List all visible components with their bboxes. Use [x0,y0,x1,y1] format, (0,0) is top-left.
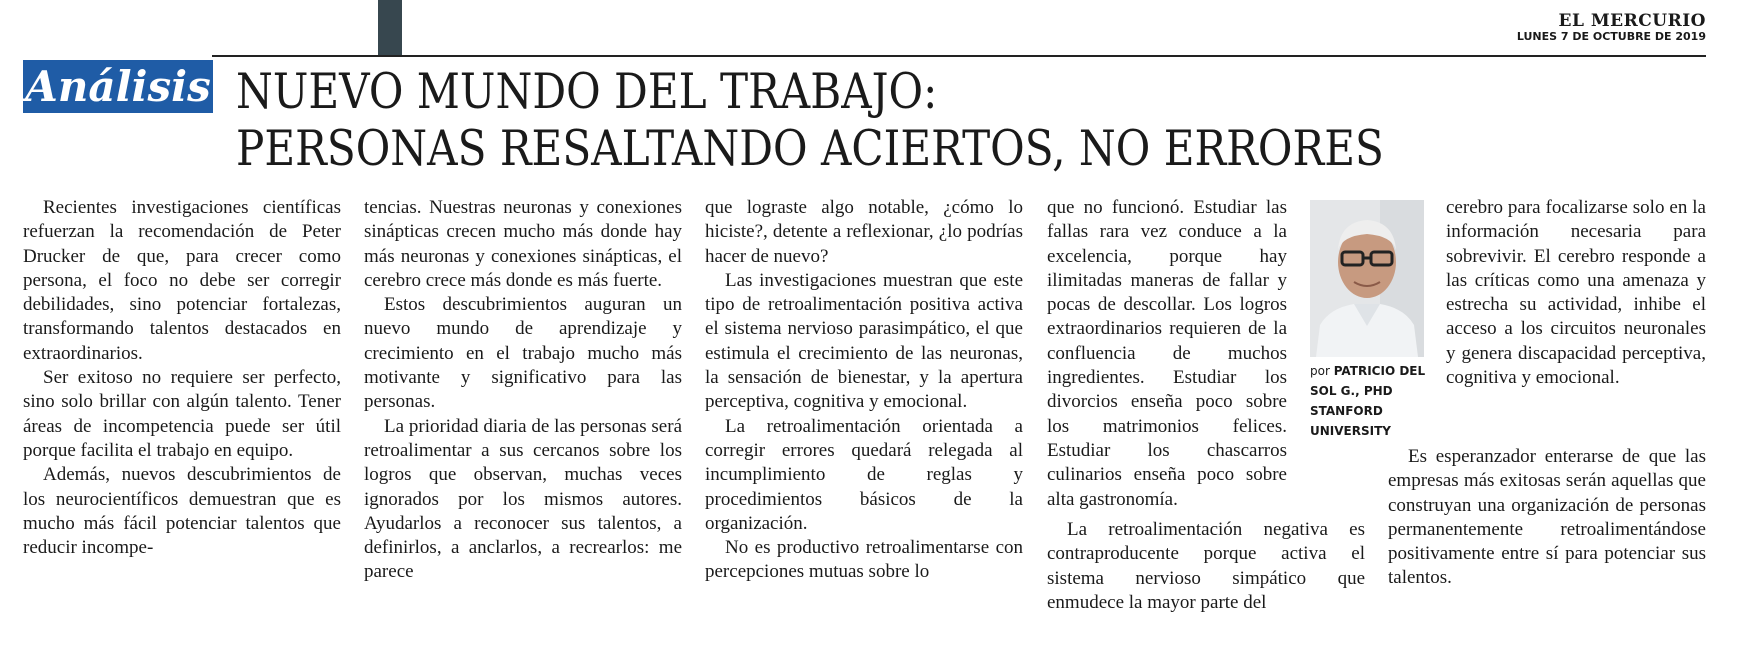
section-tag: Análisis [23,60,213,113]
paragraph: Además, nuevos descubrimientos de los neurocientíficos demuestran que es mucho más fácil potenciar talentos que reducir incompe- [23,464,341,559]
paragraph: La retroalimentación negativa es contraproducente porque activa el sistema nervioso simpático que enmudece la mayor parte del [1047,519,1365,613]
paragraph: tencias. Nuestras neuronas y conexiones sinápticas crecen mucho más donde hay más neuronas y conexiones sinápticas, el cerebro crece más donde es más fuerte. [364,197,682,291]
paragraph: Ser exitoso no requiere ser perfecto, sino solo brillar con algún talento. Tener áreas de incompetencia puede ser útil porque facilita el trabajo en equipo. [23,367,341,461]
masthead [1517,12,1706,43]
paragraph: que lograste algo notable, ¿cómo lo hiciste?, detente a reflexionar, ¿lo podrías hacer de nuevo? [705,197,1023,267]
article-column-3 [705,196,1023,585]
article-column-5 [1446,196,1706,390]
headline-line-1: NUEVO MUNDO DEL TRABAJO: [236,63,938,120]
author-name: PATRICIO DEL SOL G., PHD STANFORD UNIVERSITY [1310,364,1426,438]
article-column-4-bottom [1047,518,1365,615]
paragraph: Estos descubrimientos auguran un nuevo mundo de aprendizaje y crecimiento en el trabajo mucho más motivante y significativo para las personas. [364,294,682,413]
paragraph: que no funcionó. Estudiar las fallas rara vez conduce a la excelencia, porque hay ilimitadas maneras de fallar y pocas de descollar. Los logros extraordinarios requieren de la confluencia de muchos ingredientes. Estudiar los divorcios enseña poco sobre los matrimonios felices. Estudiar los chascarros culinarios enseña poco sobre alta gastronomía. [1047,197,1287,510]
paragraph: No es productivo retroalimentarse con percepciones mutuas sobre lo [705,537,1023,583]
author-box [1310,200,1428,441]
author-byline [1310,361,1428,441]
top-color-bar [378,0,402,56]
paragraph: La prioridad diaria de las personas será retroalimentar a sus cercanos sobre los logros que observan, muchas veces ignorados por los mismos autores. Ayudarlos a reconocer sus talentos, a definirlos, a anclarlos, a recrearlos: me parece [364,415,682,583]
paragraph: Las investigaciones muestran que este tipo de retroalimentación positiva activa el sistema nervioso parasimpático, el que estimula el crecimiento de las neuronas, la sensación de bienestar, y la apertura perceptiva, cognitiva y emocional. [705,269,1023,413]
article-column-2 [364,196,682,585]
headline [236,63,1384,177]
author-portrait-icon [1310,200,1424,357]
paragraph: Recientes investigaciones científicas refuerzan la recomendación de Peter Drucker de que, para crecer como persona, el foco no debe ser corregir debilidades, sino potenciar fortalezas, transformando talentos destacados en extraordinarios. [23,197,341,364]
author-photo [1310,200,1424,357]
paragraph: cerebro para focalizarse solo en la información necesaria para sobrevivir. El cerebro responde a las críticas como una amenaza y estrecha su actividad, inhibe el acceso a los circuitos neuronales y genera discapacidad perceptiva, cognitiva y emocional. [1446,197,1706,389]
publication-date: LUNES 7 DE OCTUBRE DE 2019 [1516,30,1706,43]
article-column-5-bottom [1388,445,1706,591]
header-rule [212,55,1706,57]
article-column-4 [1047,196,1287,512]
byline-prefix: por [1310,364,1330,378]
newspaper-name: EL MERCURIO [1558,11,1706,31]
paragraph: Es esperanzador enterarse de que las empresas más exitosas serán aquellas que construyan una organización de personas permanentemente retroalimentándose positivamente entre sí para potenciar sus talentos. [1388,446,1706,589]
article-column-1 [23,196,341,560]
headline-line-2: PERSONAS RESALTANDO ACIERTOS, NO ERRORES [236,120,1384,177]
paragraph: La retroalimentación orientada a corregir errores quedará relegada al incumplimiento de reglas y procedimientos básicos de la organización. [705,415,1023,534]
